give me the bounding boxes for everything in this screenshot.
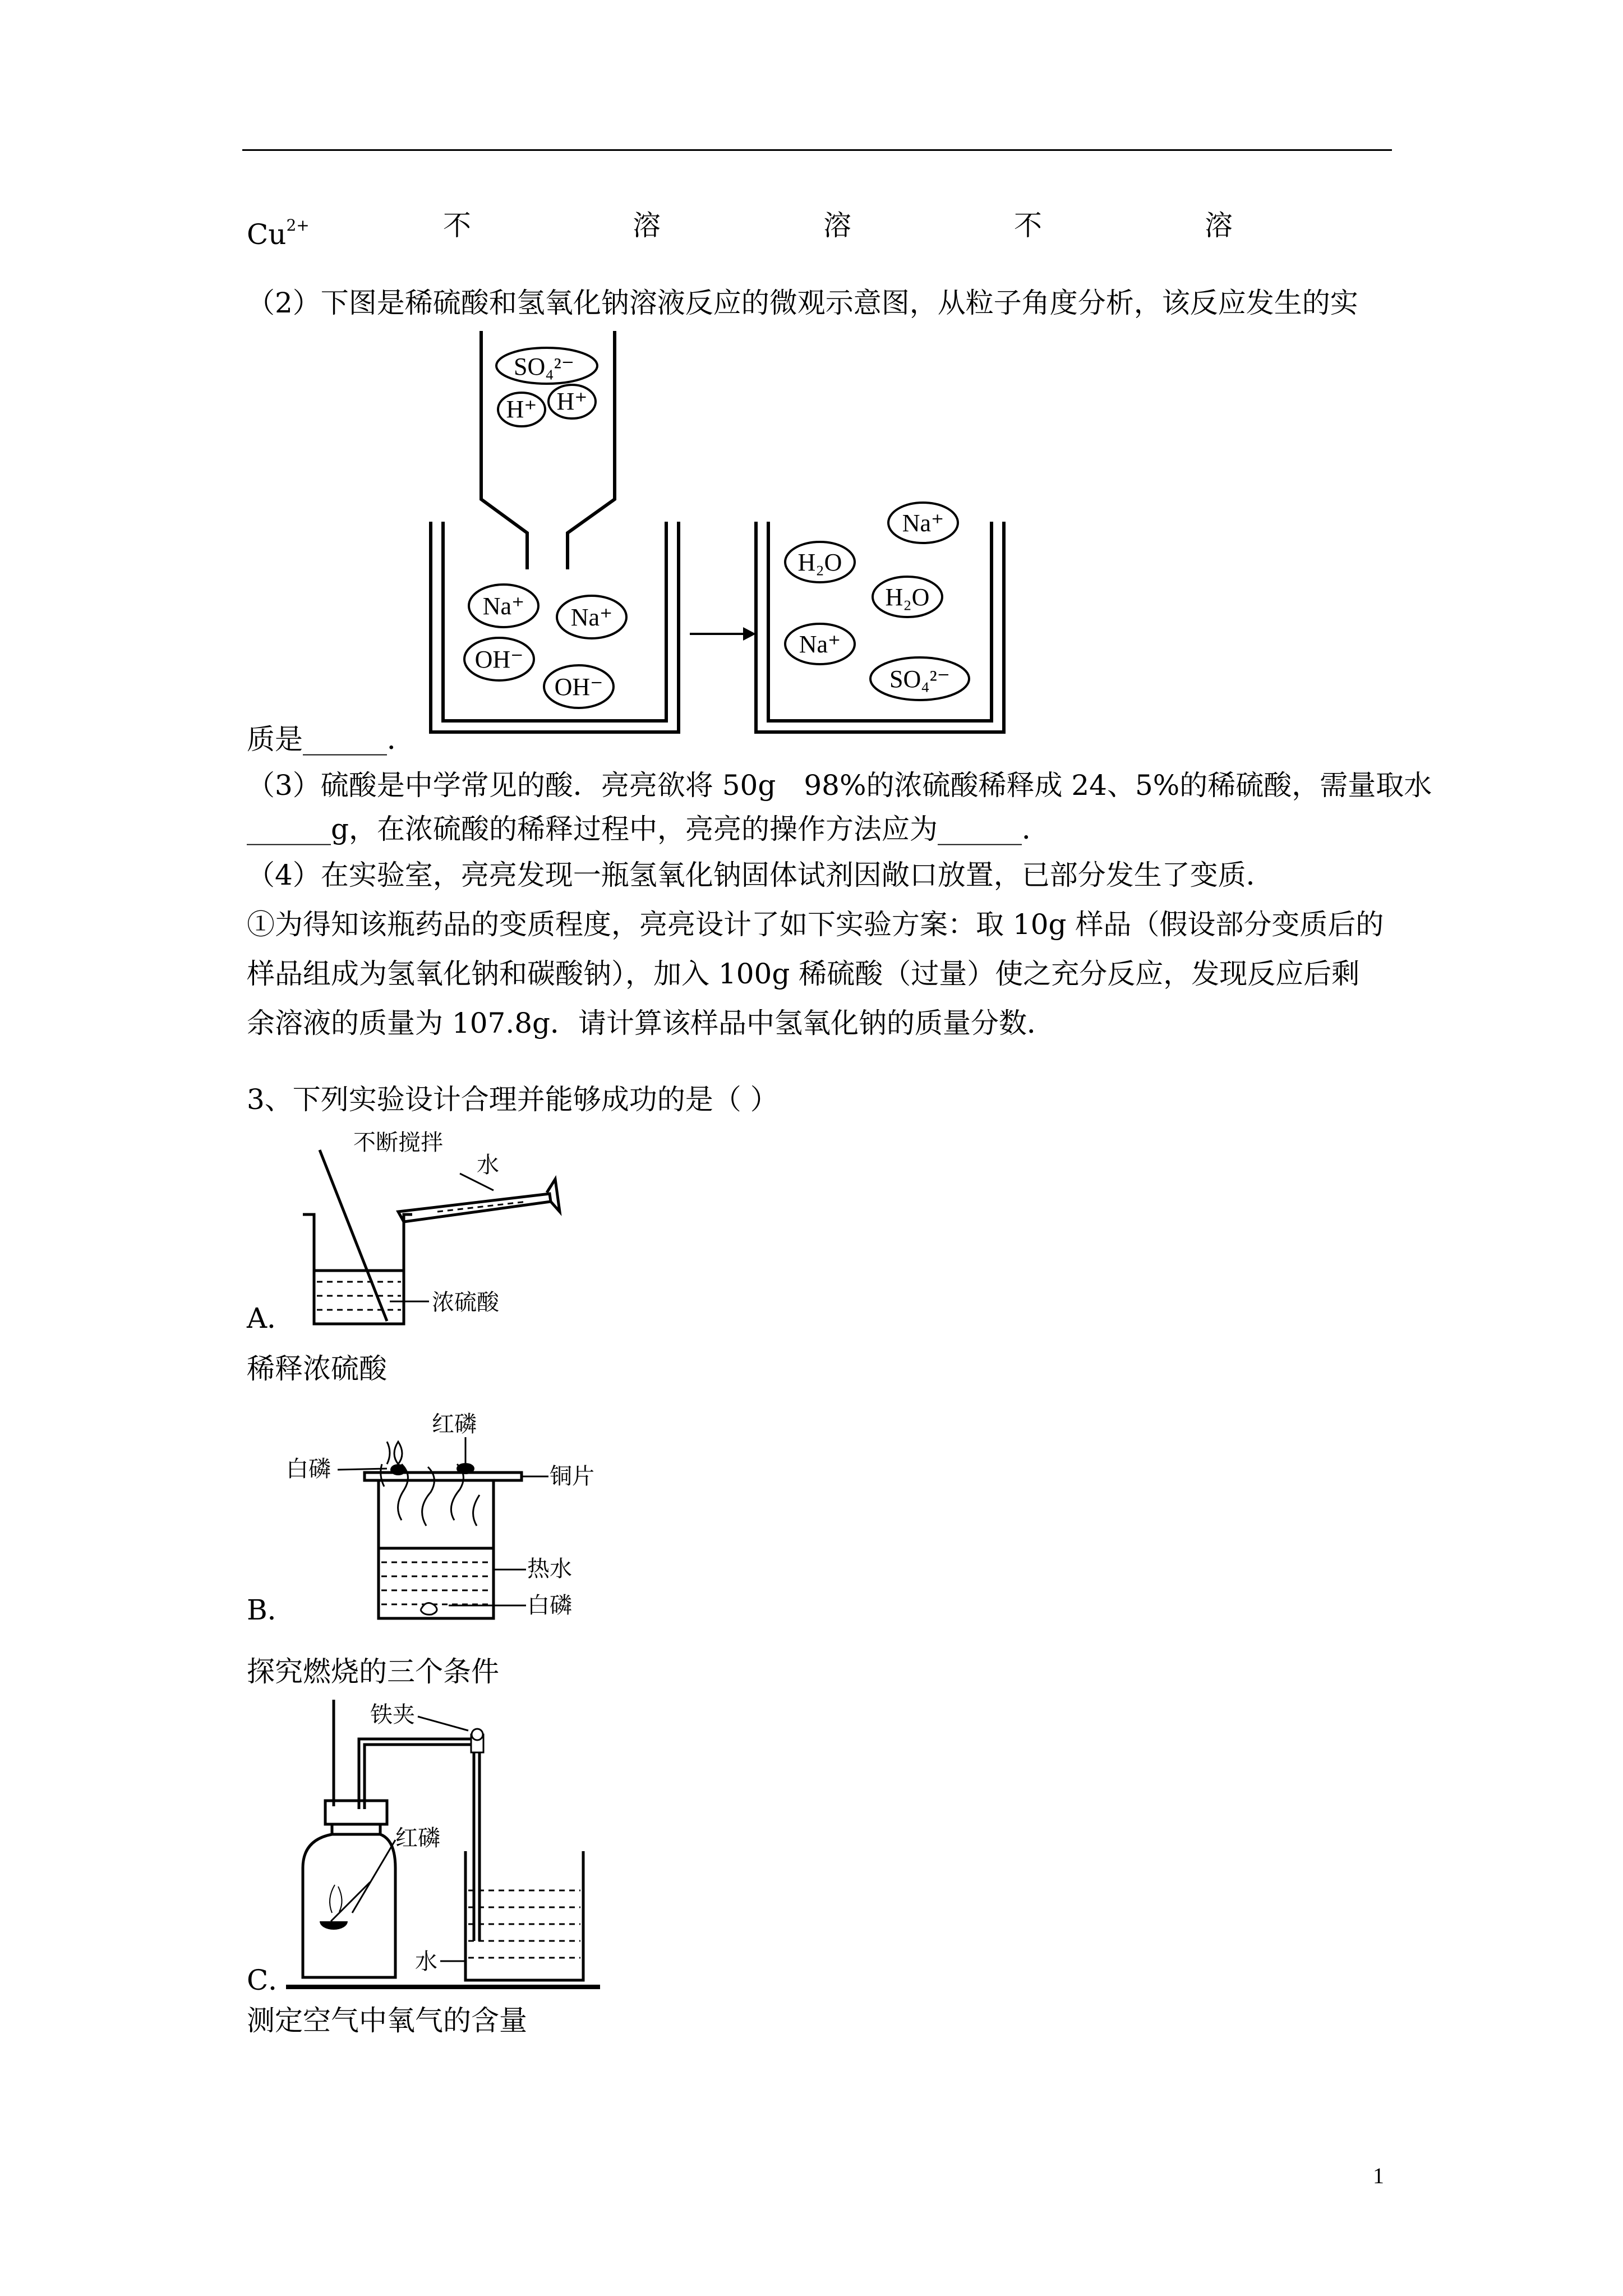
option-a-caption: 稀释浓硫酸 xyxy=(247,1352,387,1385)
q4-line3: 样品组成为氢氧化钠和碳酸钠），加入 100g 稀硫酸（过量）使之充分反应，发现反应后剩 xyxy=(247,958,1360,990)
ion-label: SO₄²⁻ xyxy=(513,353,575,380)
q2-text-line2: 质是______． xyxy=(247,723,415,756)
option-b-caption: 探究燃烧的三个条件 xyxy=(247,1655,499,1688)
label-conc-acid: 浓硫酸 xyxy=(432,1290,499,1315)
ion-label: Na⁺ xyxy=(570,604,613,631)
ion-symbol: Cu xyxy=(247,218,287,251)
figure-oxygen-content xyxy=(280,1700,606,2003)
label-copper-sheet: 铜片 xyxy=(550,1464,594,1489)
header-rule xyxy=(242,149,1392,151)
q4-line1: （4）在实验室，亮亮发现一瓶氢氧化钠固体试剂因敞口放置，已部分发生了变质． xyxy=(247,859,1274,891)
ion-label: Na⁺ xyxy=(902,509,944,537)
reaction-micro-diagram xyxy=(415,331,1021,746)
table-cell: 不 xyxy=(1014,209,1042,242)
molecule-label: H₂O xyxy=(797,549,842,576)
label-hot-water: 热水 xyxy=(527,1556,572,1582)
ion-label: H⁺ xyxy=(556,388,588,415)
ion-label: SO₄²⁻ xyxy=(889,665,951,693)
question3-stem: 3、下列实验设计合理并能够成功的是（ ） xyxy=(247,1083,778,1116)
label-red-phosphorus: 红磷 xyxy=(395,1825,440,1851)
figure-dilute-sulfuric-acid xyxy=(292,1128,583,1341)
ion-label: Na⁺ xyxy=(799,631,841,658)
label-water: 水 xyxy=(415,1949,437,1975)
table-cell: 溶 xyxy=(633,209,661,242)
molecule-label: H₂O xyxy=(885,583,930,611)
label-white-phosphorus-bottom: 白磷 xyxy=(527,1593,572,1618)
table-cell: 溶 xyxy=(823,209,851,242)
figure-combustion-conditions xyxy=(286,1408,634,1632)
table-cell: 不 xyxy=(443,209,471,242)
q3-line1: （3）硫酸是中学常见的酸．亮亮欲将 50g 98%的浓硫酸稀释成 24、5%的稀硫酸，需量取水 xyxy=(247,769,1432,802)
q3-line2: ______g，在浓硫酸的稀释过程中，亮亮的操作方法应为______． xyxy=(247,813,1050,845)
label-water: 水 xyxy=(477,1152,499,1178)
label-stir: 不断搅拌 xyxy=(353,1130,443,1156)
ion-label: OH⁻ xyxy=(474,646,524,673)
option-b-letter: B． xyxy=(247,1594,296,1626)
table-cell: 溶 xyxy=(1205,209,1233,242)
label-white-phosphorus-top: 白磷 xyxy=(286,1456,331,1482)
option-c-letter: C． xyxy=(247,1964,297,1996)
page-number: 1 xyxy=(1373,2163,1384,2188)
option-a-letter: A． xyxy=(247,1302,296,1335)
ion-label: OH⁻ xyxy=(554,673,603,701)
reaction-diagram-svg xyxy=(415,331,1021,746)
q4-line4: 余溶液的质量为 107.8g．请计算该样品中氢氧化钠的质量分数． xyxy=(247,1007,1055,1039)
q4-line2: ①为得知该瓶药品的变质程度，亮亮设计了如下实验方案：取 10g 样品（假设部分变质后的 xyxy=(247,908,1384,941)
ion-charge: 2+ xyxy=(286,216,310,234)
label-iron-clamp: 铁夹 xyxy=(370,1702,415,1728)
option-c-caption: 测定空气中氧气的含量 xyxy=(247,2004,527,2037)
q2-text-line1: （2）下图是稀硫酸和氢氧化钠溶液反应的微观示意图，从粒子角度分析，该反应发生的实 xyxy=(247,287,1358,319)
ion-label: Na⁺ xyxy=(482,592,525,620)
ion-label: H⁺ xyxy=(506,395,537,423)
label-red-phosphorus: 红磷 xyxy=(432,1411,477,1437)
table-row xyxy=(247,209,310,251)
